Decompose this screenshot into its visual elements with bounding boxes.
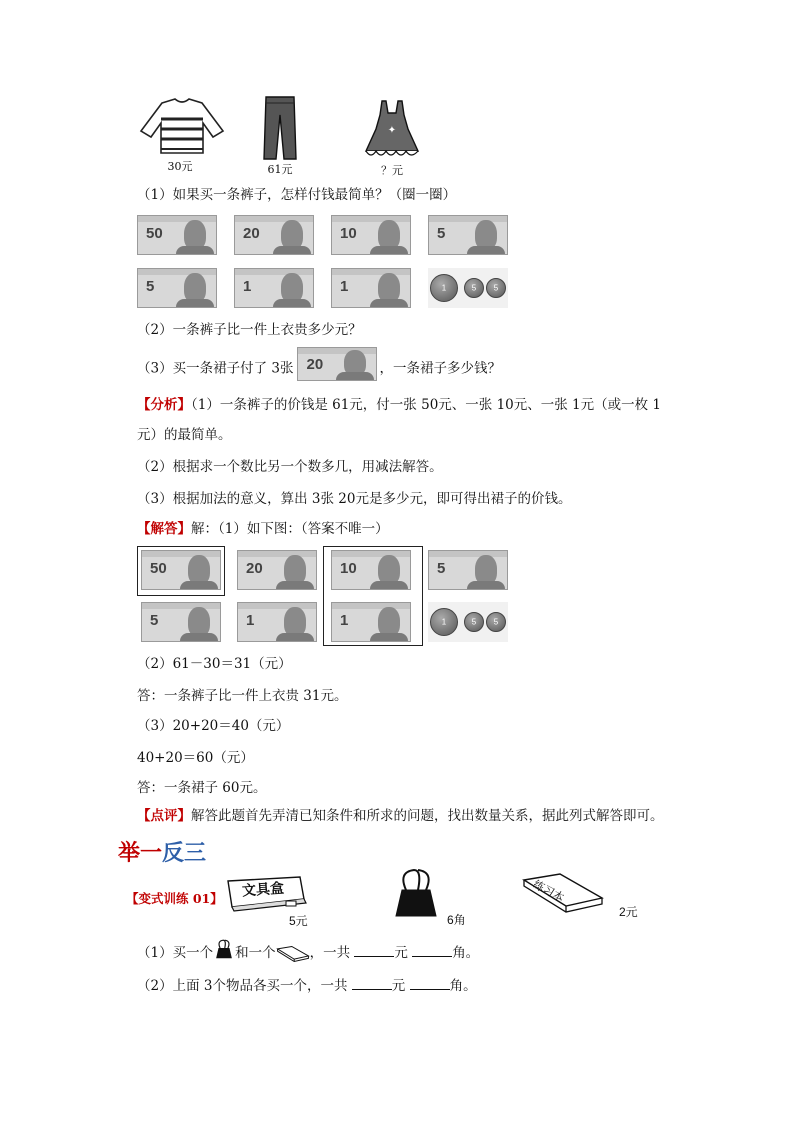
comment-label: 【点评】 (137, 808, 191, 824)
answer-blank-jiao[interactable] (410, 975, 450, 990)
answer-label: 【解答】 (137, 521, 191, 537)
section-heading: 举一反三 (118, 840, 207, 866)
coin-1: 1 (430, 274, 458, 302)
sweater-price: 30元 (167, 160, 193, 173)
selection-box-50 (137, 546, 225, 596)
analysis-line-2: 元）的最简单。 (137, 427, 232, 443)
dress-image (364, 99, 420, 161)
bill-1: 1 (331, 268, 411, 308)
question-3: （3）买一条裙子付了 3张 20 ，一条裙子多少钱？ (137, 357, 501, 381)
coin-5: 5 (464, 612, 484, 632)
pencil-box-label: 文具盒 (241, 880, 285, 900)
question-2: （2）一条裤子比一件上衣贵多少元？ (137, 322, 362, 338)
money-grid-answer (137, 546, 515, 646)
answer-line-2: 答：一条裤子比一件上衣贵 31元。 (137, 688, 348, 704)
analysis-line-4: （3）根据加法的意义，算出 3张 20元是多少元，即可得出裙子的价钱。 (137, 491, 572, 507)
bill-1: 1 (234, 268, 314, 308)
notebook-icon (276, 945, 310, 963)
bill-50: 50 (137, 215, 217, 255)
bill-50: 50 (141, 550, 221, 590)
bill-10: 10 (331, 550, 411, 590)
bill-10: 10 (331, 215, 411, 255)
training-label: 【变式训练 01】 (126, 891, 223, 906)
training-question-1: （1）买一个 和一个 ，一共 元 角。 (137, 942, 479, 963)
bill-5: 5 (428, 550, 508, 590)
notebook-label: 练习本 (530, 877, 567, 905)
bill-1: 1 (237, 602, 317, 642)
coin-1: 1 (430, 608, 458, 636)
pencil-box-image (222, 873, 308, 913)
notebook-image (520, 872, 606, 914)
bill-5: 5 (428, 215, 508, 255)
pencil-box-price: 5元 (289, 914, 308, 928)
question-1: （1）如果买一条裤子，怎样付钱最简单？（圈一圈） (137, 187, 457, 203)
analysis-line-3: （2）根据求一个数比另一个数多几，用减法解答。 (137, 459, 443, 475)
bill-5: 5 (137, 268, 217, 308)
coin-5: 5 (464, 278, 484, 298)
answer-intro: 【解答】解：（1）如下图：（答案不唯一） (137, 521, 389, 537)
coins (428, 268, 508, 308)
answer-line-4: 40+20＝60（元） (137, 750, 254, 766)
notebook-price: 2元 (619, 905, 638, 919)
coins (428, 602, 508, 642)
pants-image (260, 95, 300, 161)
answer-line-1: （2）61－30＝31（元） (137, 656, 292, 672)
training-question-2: （2）上面 3个物品各买一个，一共 元 角。 (137, 975, 477, 996)
coin-5: 5 (486, 278, 506, 298)
bill-20: 20 (234, 215, 314, 255)
binder-clip-image (388, 868, 444, 922)
selection-box-10-and-1 (323, 546, 423, 646)
pants-price: 61元 (267, 163, 293, 176)
binder-clip-icon (213, 939, 235, 961)
comment-line: 【点评】解答此题首先弄清已知条件和所求的问题，找出数量关系，据此列式解答即可。 (137, 808, 664, 824)
answer-blank-jiao[interactable] (412, 942, 452, 957)
analysis-line-1: 【分析】（1）一条裤子的价钱是 61元，付一张 50元、一张 10元、一张 1元（或一枚 1 (137, 397, 662, 413)
answer-line-3: （3）20+20＝40（元） (137, 718, 290, 734)
bill-20: 20 (237, 550, 317, 590)
dress-price: ？元 (381, 164, 403, 177)
bill-5: 5 (141, 602, 221, 642)
bill-20-inline: 20 (297, 347, 377, 381)
analysis-label: 【分析】 (137, 397, 191, 413)
answer-line-5: 答：一条裙子 60元。 (137, 780, 267, 796)
binder-clip-price: 6角 (447, 913, 466, 927)
coin-5: 5 (486, 612, 506, 632)
sweater-image (137, 97, 227, 157)
bill-1: 1 (331, 602, 411, 642)
answer-blank-yuan[interactable] (352, 975, 392, 990)
money-grid-question (137, 215, 515, 311)
answer-blank-yuan[interactable] (354, 942, 394, 957)
svg-text:✦: ✦ (387, 125, 397, 136)
